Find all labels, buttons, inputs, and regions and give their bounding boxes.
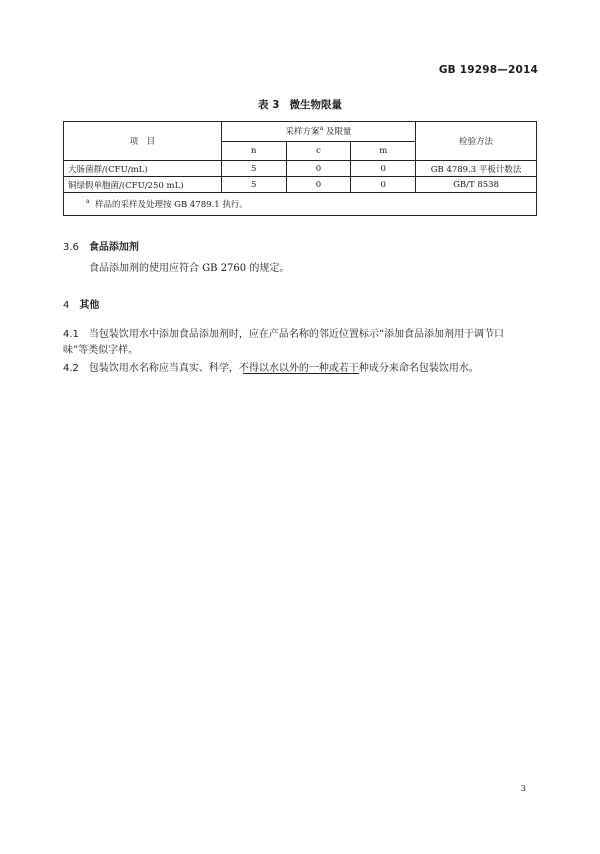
header-n: n [221, 141, 286, 161]
header-item: 项 目 [64, 122, 222, 161]
header-sampling-plan [221, 122, 415, 142]
row-c: 0 [286, 177, 351, 193]
header-sampling-suffix: 及限量 [323, 127, 352, 138]
clause-number: 4.2 [63, 363, 79, 374]
header-m: m [351, 141, 416, 161]
clause-4-1 [63, 327, 537, 359]
end-rule [243, 373, 359, 374]
row-m: 0 [351, 161, 416, 177]
section-title: 食品添加剂 [88, 242, 139, 253]
clause-4-2 [63, 361, 537, 377]
clause-number: 4.1 [63, 329, 79, 340]
header-sampling-sup: a [319, 125, 324, 133]
footnote-mark: a [86, 198, 90, 206]
row-m: 0 [351, 177, 416, 193]
table-title-text: 微生物限量 [289, 99, 342, 111]
table-title [0, 97, 600, 112]
footnote-text: 样品的采样及处理按 GB 4789.1 执行。 [94, 200, 248, 210]
table-number: 表 3 [258, 99, 280, 111]
section-4-heading [63, 296, 99, 311]
row-item: 大肠菌群/(CFU/mL) [64, 161, 222, 177]
table-row [64, 161, 537, 177]
row-c: 0 [286, 161, 351, 177]
header-c: c [286, 141, 351, 161]
section-title: 其他 [79, 300, 100, 311]
clause-text-line1: 当包装饮用水中添加食品添加剂时，应在产品名称的邻近位置标示“添加食品添加剂用于调节口 [88, 329, 505, 340]
clause-text: 包装饮用水名称应当真实、科学，不得以水以外的一种或若干种成分来命名包装饮用水。 [88, 363, 479, 374]
header-method: 检验方法 [416, 122, 537, 161]
microbial-limits-table [63, 121, 537, 216]
header-sampling-prefix: 采样方案 [285, 127, 320, 138]
table-row [64, 177, 537, 193]
section-number: 3.6 [63, 242, 79, 253]
row-n: 5 [221, 177, 286, 193]
section-3-6-text: 食品添加剂的使用应符合 GB 2760 的规定。 [89, 263, 290, 274]
row-item: 铜绿假单胞菌/(CFU/250 mL) [64, 177, 222, 193]
table-footnote [64, 193, 537, 216]
clause-text-line2: 味”等类似字样。 [63, 345, 139, 356]
standard-code: GB 19298—2014 [438, 64, 538, 76]
row-method: GB 4789.3 平板计数法 [416, 161, 537, 177]
row-method: GB/T 8538 [416, 177, 537, 193]
section-number: 4 [63, 300, 70, 311]
row-n: 5 [221, 161, 286, 177]
section-3-6-heading [63, 238, 139, 253]
page-number: 3 [520, 784, 526, 793]
